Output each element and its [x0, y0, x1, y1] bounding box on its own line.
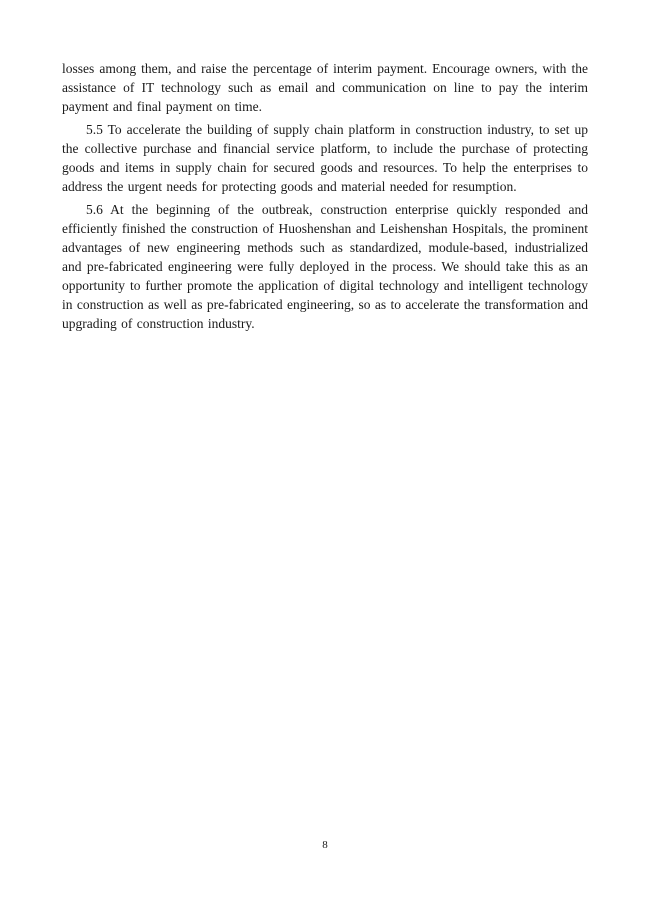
paragraph-5-6: 5.6 At the beginning of the outbreak, construction enterprise quickly responded and efficiently finished the construction of Huoshenshan and Leishenshan Hospitals, the prominent advantages of new engineering methods such as standardized, module-based, industrialized and pre-fabricated engineering were fully deployed in the process. We should take this as an opportunity to further promote the application of digital technology and intelligent technology in construction as well as pre-fabricated engineering, so as to accelerate the transformation and upgrading of construction industry.	[62, 202, 588, 331]
paragraph-5-5: 5.5 To accelerate the building of supply chain platform in construction industry, to set up the collective purchase and financial service platform, to include the purchase of protecting goods and items in supply chain for secured goods and resources. To help the enterprises to address the urgent needs for protecting goods and material needed for resumption.	[62, 122, 588, 194]
paragraph-continuation: losses among them, and raise the percentage of interim payment. Encourage owners, with the assistance of IT technology such as email and communication on line to pay the interim payment and final payment on time.	[62, 61, 588, 114]
page-content	[62, 59, 588, 337]
page-number: 8	[322, 839, 328, 851]
